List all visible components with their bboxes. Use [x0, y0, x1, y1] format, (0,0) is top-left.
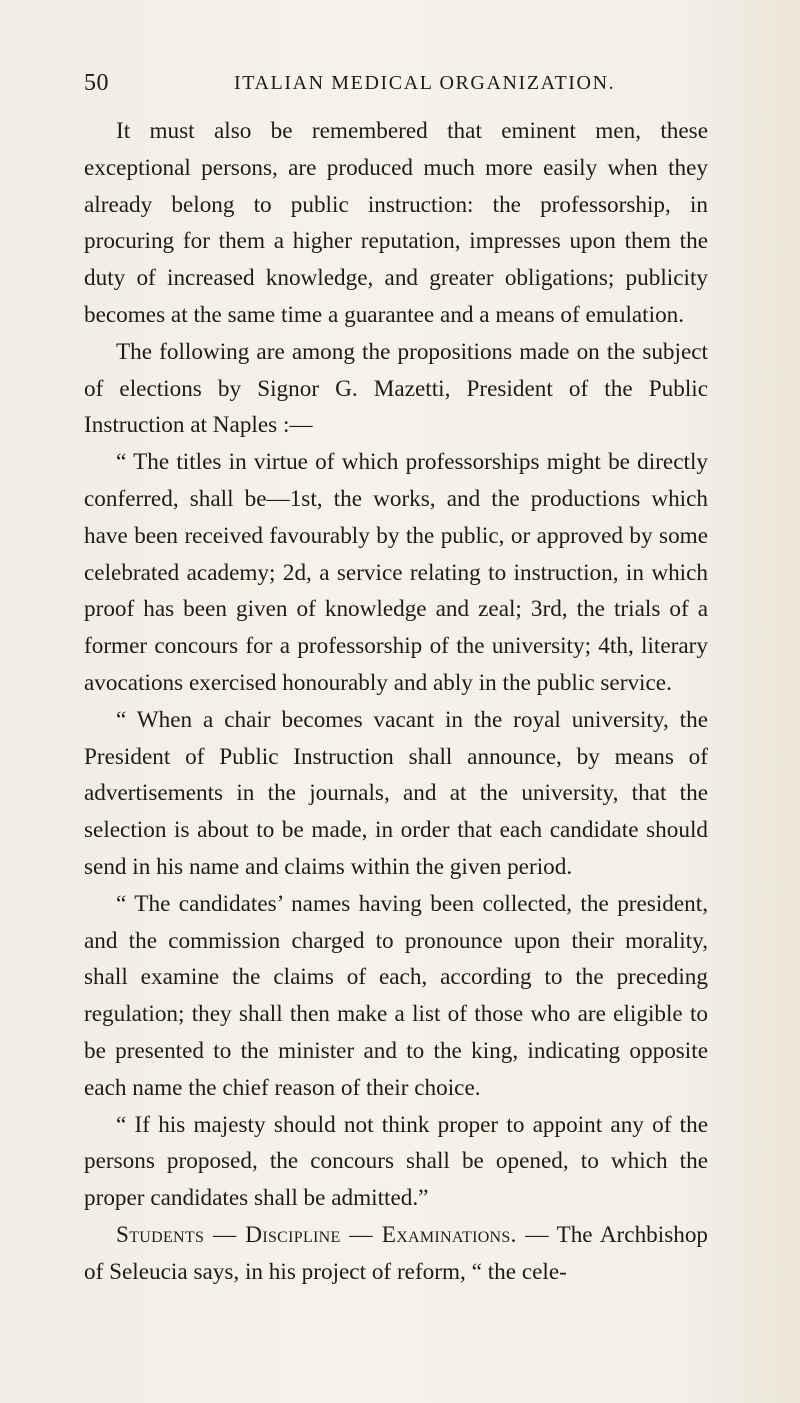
paragraph-eminent-men: It must also be remembered that eminent men, these exceptional persons, are produced much more easily when they already belong to public instruction: the professorship, in procuring for them a higher reputation, impresses upon them the duty of increased knowledge, and greater obligations; publicity becomes at the same time a guarantee and a means of emulation. — [84, 118, 708, 328]
section-heading: Students — Discipline — Examinations. — [116, 1221, 517, 1248]
paragraph-propositions-intro: The following are among the propositions made on the subject of elections by Signor G. Mazetti, President of the Public Instruction at Naples :— — [84, 338, 708, 439]
body-text — [84, 113, 708, 1291]
paragraph-titles-quote: “ The titles in virtue of which professorships might be directly conferred, shall be—1st, the works, and the productions which have been received favourably by the public, or approved by some celebrated academy; 2d, a service relating to instruction, in which proof has been given of knowledge and zeal; 3rd, the trials of a former concours for a professorship of the university; 4th, literary avocations exercised honourably and ably in the public service. — [84, 449, 708, 696]
paragraph-candidates-quote: “ The candidates’ names having been collected, the president, and the commission charged to pronounce upon their morality, shall examine the claims of each, according to the preceding regulation; they shall then make a list of those who are eligible to be presented to the minister and to the king, indicating opposite each name the chief reason of their choice. — [84, 890, 708, 1101]
section-text: — The Archbishop of Seleucia says, in his project of reform, “ the cele- — [84, 1221, 709, 1285]
paragraph-majesty-quote: “ If his majesty should not think proper to appoint any of the persons proposed, the concours shall be opened, to which the proper candidates shall be admitted.” — [84, 1111, 708, 1212]
paragraph-vacant-chair-quote: “ When a chair becomes vacant in the royal university, the President of Public Instruction shall announce, by means of advertisements in the journals, and at the university, that the selection is about to be made, in order that each candidate should send in his name and claims within the given period. — [84, 706, 708, 880]
running-title: ITALIAN MEDICAL ORGANIZATION. — [234, 72, 616, 94]
page-number: 50 — [84, 70, 109, 96]
paragraph-students-section — [84, 1217, 708, 1291]
page-header — [84, 70, 704, 100]
